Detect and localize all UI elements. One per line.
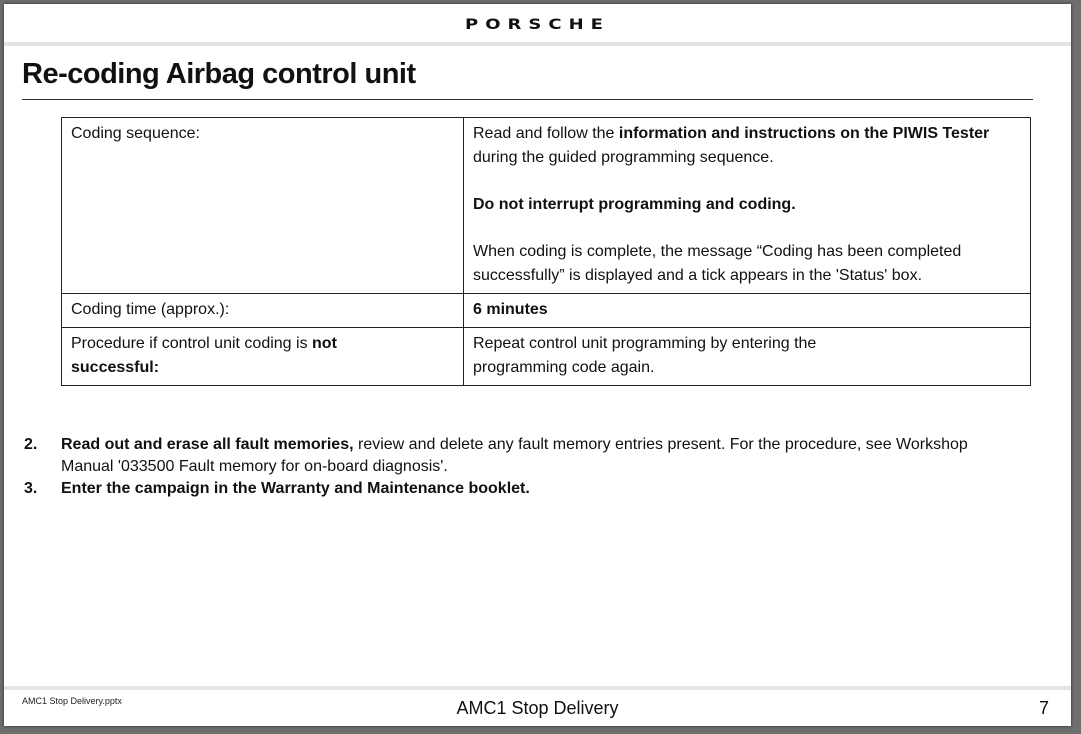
porsche-logo: PORSCHE <box>465 16 610 33</box>
step-bold-text: Read out and erase all fault memories, <box>61 436 354 453</box>
table-cell-value <box>464 118 1031 294</box>
step-number: 2. <box>24 436 38 453</box>
table-cell-value <box>464 328 1031 386</box>
cell-bold-text: successful: <box>71 359 160 376</box>
table-cell-label <box>62 118 464 294</box>
slide <box>4 4 1071 726</box>
list-item <box>24 434 1014 478</box>
table-cell-value <box>464 294 1031 328</box>
cell-text: Repeat control unit programming by entering the programming code again. <box>473 335 817 376</box>
cell-bold-text: Do not interrupt programming and coding. <box>473 196 796 213</box>
footer-filename: AMC1 Stop Delivery.pptx <box>22 696 122 706</box>
page-number: 7 <box>1038 698 1049 718</box>
cell-bold-text: information and instructions on the PIWIS Tester <box>618 125 990 142</box>
cell-paragraph <box>473 193 1021 217</box>
header-divider <box>4 42 1071 46</box>
title-rule <box>22 99 1033 100</box>
cell-text: Coding sequence: <box>71 125 200 142</box>
step-bold-text: Enter the campaign in the Warranty and Maintenance booklet. <box>61 480 530 497</box>
footer-divider <box>4 686 1071 690</box>
cell-text: Procedure if control unit coding is <box>71 335 313 352</box>
cell-text: during the guided programming sequence. <box>473 149 774 166</box>
cell-paragraph <box>473 122 1021 170</box>
page-title: Re-coding Airbag control unit <box>22 58 416 90</box>
procedure-steps <box>24 434 1014 500</box>
cell-text: Read and follow the <box>473 125 619 142</box>
step-number: 3. <box>24 480 38 497</box>
table-row <box>62 118 1031 294</box>
cell-text: Coding time (approx.): <box>71 301 230 318</box>
table-cell-label <box>62 294 464 328</box>
table-cell-label <box>62 328 464 386</box>
step-text <box>61 434 1014 478</box>
step-body-text: review and delete any fault memory entries present. For the procedure, see Workshop Manual '033500 Fault memory for on-board diagnosis'. <box>61 436 968 475</box>
cell-paragraph: When coding is complete, the message “Coding has been completed successfully” is displayed and a tick appears in the 'Status' box. <box>473 243 962 284</box>
cell-bold-text: not <box>312 335 337 352</box>
coding-info-table <box>61 117 1031 386</box>
table-row <box>62 294 1031 328</box>
table-row <box>62 328 1031 386</box>
cell-bold-text: 6 minutes <box>473 301 548 318</box>
step-text <box>61 478 1014 500</box>
footer-title: AMC1 Stop Delivery <box>456 698 619 718</box>
list-item <box>24 478 1014 500</box>
